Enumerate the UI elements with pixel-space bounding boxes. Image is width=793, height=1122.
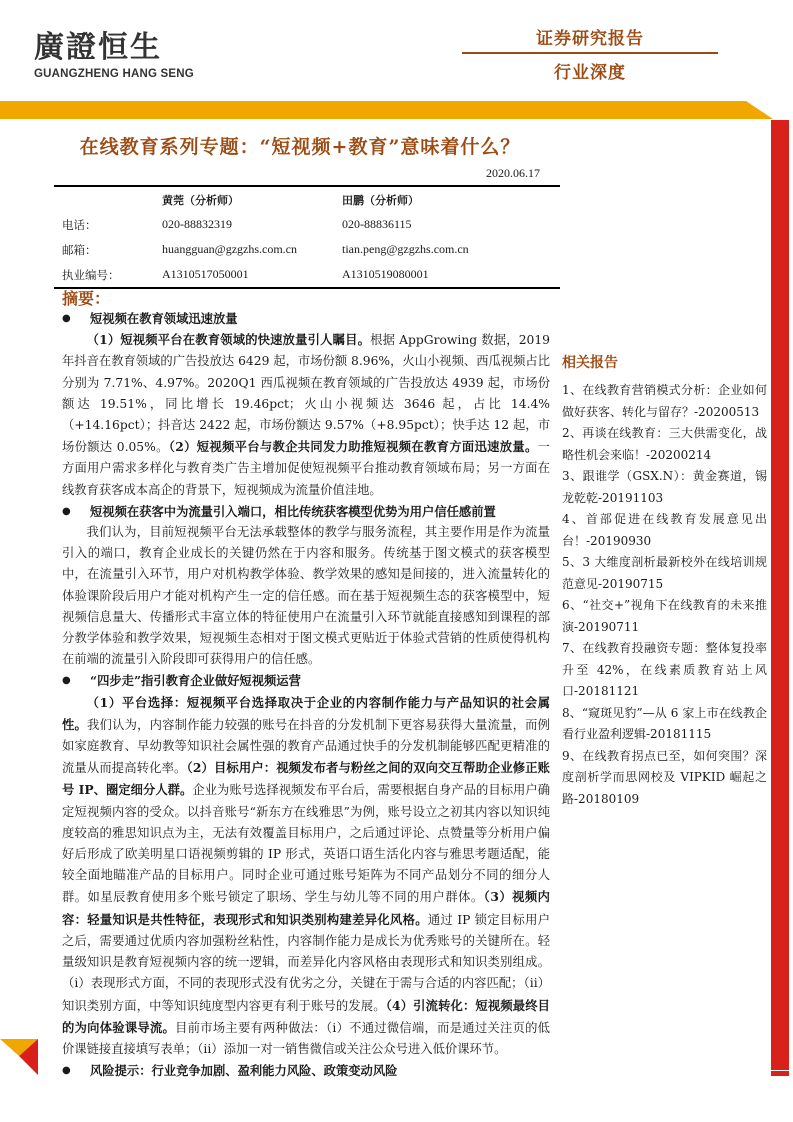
paragraph-lead: （2）目标用户：视频发布者与粉丝之间的双向交互帮助企业修正账号 IP、圈定细分人群。: [62, 760, 550, 798]
summary-bullet: ● 短视频在获客中为流量引入端口，相比传统获客模型优势为用户信任感前置: [62, 501, 550, 522]
summary-body: [62, 308, 550, 1081]
side-red-bar: [771, 120, 789, 1070]
paragraph-lead: （1）平台选择：短视频平台选择取决于企业的内容制作能力与产品知识的社会属性。: [62, 694, 550, 732]
related-reports: [562, 352, 767, 810]
summary-heading: 摘要：: [62, 289, 111, 308]
analyst-phone-row: [54, 212, 560, 237]
related-report-link[interactable]: 2、再谈在线教育：三大供需变化，战略性机会来临！-20200214: [562, 426, 767, 462]
related-report-link[interactable]: 6、“社交+”视角下在线教育的未来推演-20190711: [562, 598, 767, 634]
doc-type-main: 证券研究报告: [462, 24, 718, 54]
report-title: 在线教育系列专题：“短视频+教育”意味着什么？: [79, 136, 521, 158]
analyst-email[interactable]: huangguan@gzgzhs.com.cn: [162, 242, 298, 256]
license-label: 执业编号：: [62, 267, 120, 282]
paragraph-lead: （3）视频内容：轻量知识是共性特征，表现形式和知识类别构建差异化风格。: [62, 889, 550, 927]
related-report-link[interactable]: 8、“窥斑见豹”—从 6 家上市在线教企看行业盈利逻辑-20181115: [562, 705, 767, 741]
related-reports-heading: 相关报告: [562, 355, 618, 371]
paragraph-lead: （2）短视频平台与教企共同发力助推短视频在教育方面迅速放量。: [168, 439, 538, 455]
analyst-names-row: [54, 187, 560, 212]
paragraph-text: 根据 AppGrowing 数据，2019 年抖音在教育领域的广告投放达 6429 起，市场份额 8.96%，火山小视频、西瓜视频占比分别为 7.71%、4.97%。2020Q1 西瓜视频在教育领域的广告投放达 4939 起，市场份额达 19.51%，同比增长 19.46pct；火山小视频达 3646 起，占比 14.4%（+14.16pct）；抖音达 2422 起，市场份额达 9.57%（+8.95pct）；快手达 12 起，市场份额达 0.05%。: [62, 333, 551, 455]
analyst-name: 田鹏（分析师）: [342, 193, 419, 207]
summary-paragraph: [62, 692, 550, 1060]
phone-label: 电话：: [62, 217, 97, 232]
paragraph-lead: （4）引流转化：短视频最终目的为向体验课导流。: [62, 997, 550, 1035]
corner-triangle-icon: [0, 1039, 40, 1075]
related-report-link[interactable]: 5、3 大维度剖析最新校外在线培训规范意见-20190715: [562, 555, 767, 591]
risk-bullet: ● 风险提示：行业竞争加剧、盈利能力风险、政策变动风险: [62, 1060, 550, 1081]
paragraph-text: 通过 IP 锁定目标用户之后，需要通过优质内容加强粉丝粘性，内容制作能力是成长为优秀账号的关键所在。轻量级知识是教育短视频内容的统一逻辑，而差异化内容风格由表现形式和知识类别组成。（i）表现形式方面，不同的表现形式没有优劣之分，关键在于需与合适的内容匹配；（ii）知识类别方面，中等知识纯度型内容更有利于账号的发展。: [62, 912, 550, 1013]
analyst-license: A1310517050001: [162, 267, 249, 281]
related-report-link[interactable]: 3、跟谁学（GSX.N）：黄金赛道，锡龙乾乾-20191103: [562, 469, 767, 505]
summary-bullet: ● “四步走”指引教育企业做好短视频运营: [62, 670, 550, 691]
analyst-email-row: [54, 237, 560, 262]
company-logo: [34, 30, 194, 80]
paragraph-lead: （1）短视频平台在教育领域的快速放量引人瞩目。: [86, 332, 371, 348]
doc-type-sub: 行业深度: [554, 63, 626, 83]
side-red-bar-foot: [771, 1071, 789, 1076]
document-type: [462, 24, 718, 83]
analyst-name: 黄莞（分析师）: [162, 193, 239, 207]
summary-paragraph: 我们认为，目前短视频平台无法承载整体的教学与服务流程，其主要作用是作为流量引入的端口，教育企业成长的关键仍然在于内容和服务。传统基于图文模式的获客模型中，在流量引入环节，用户对机构教学体验、教学效果的感知是间接的，进入流量转化的体验课阶段后用户才能对机构产生一定的信任感。而在基于短视频生态的获客模型中，短视频信息量大、传播形式丰富立体的特征使用户在流量引入环节就能直接感知到课程的部分教学体验和教学效果，短视频生态相对于图文模式更贴近于体验式营销的性质使得机构在前端的流量引入阶段即可获得用户的信任感。: [62, 525, 550, 667]
analyst-phone: 020-88832319: [162, 217, 232, 231]
related-report-link[interactable]: 9、在线教育拐点已至，如何突围？深度剖析学而思网校及 VIPKID 崛起之路-20180109: [562, 748, 767, 806]
analyst-license: A1310519080001: [342, 267, 429, 281]
related-report-link[interactable]: 4、首部促进在线教育发展意见出台！-20190930: [562, 512, 767, 548]
paragraph-text: 目前市场主要有两种做法：（i）不通过微信端，而是通过关注页的低价课链接直接填写表单；（ii）添加一对一销售微信或关注公众号进入低价课环节。: [62, 1020, 550, 1056]
analyst-license-row: [54, 262, 560, 287]
report-date: 2020.06.17: [486, 166, 540, 180]
logo-chinese: 廣證恒生: [34, 30, 162, 65]
header-gold-band: [0, 101, 773, 119]
related-report-link[interactable]: 7、在线教育投融资专题：整体复投率升至 42%，在线素质教育站上风口-20181121: [562, 641, 767, 698]
related-report-link[interactable]: 1、在线教育营销模式分析：企业如何做好获客、转化与留存？-20200513: [562, 383, 767, 419]
logo-english: GUANGZHENG HANG SENG: [34, 68, 194, 80]
paragraph-text: 一方面用户需求多样化与教育类广告主增加促使短视频平台推动教育领域布局；另一方面在线教育获客成本高企的背景下，短视频成为流量价值洼地。: [62, 440, 550, 497]
analyst-phone: 020-88836115: [342, 217, 412, 231]
email-label: 邮箱：: [62, 242, 97, 257]
summary-bullet: ● 短视频在教育领域迅速放量: [62, 308, 550, 329]
paragraph-text: 我们认为，内容制作能力较强的账号在抖音的分发机制下更容易获得大量流量，而例如家庭教育、早幼教等知识社会属性强的教育产品通过快手的分发机制能够匹配更精准的流量从而提高转化率。: [62, 717, 550, 776]
summary-paragraph: [62, 329, 550, 501]
analyst-email[interactable]: tian.peng@gzgzhs.com.cn: [342, 242, 469, 256]
analyst-table: [54, 185, 560, 289]
paragraph-text: 企业为账号选择视频发布平台后，需要根据自身产品的目标用户确定短视频内容的受众。以抖音账号“新东方在线雅思”为例，账号设立之初其内容以知识纯度较高的雅思知识点为主，无法有效覆盖目标用户，之后通过评论、点赞量等分析用户偏好后形成了欧美明星口语视频剪辑的 IP 形式，英语口语生活化内容与雅思考题适配，能较全面地瞄准产品的目标用户。同时企业可通过账号矩阵为不同产品划分不同的细分人群。如星辰教育使用多个账号锁定了职场、学生与幼儿等不同的用户群体。: [62, 783, 550, 905]
